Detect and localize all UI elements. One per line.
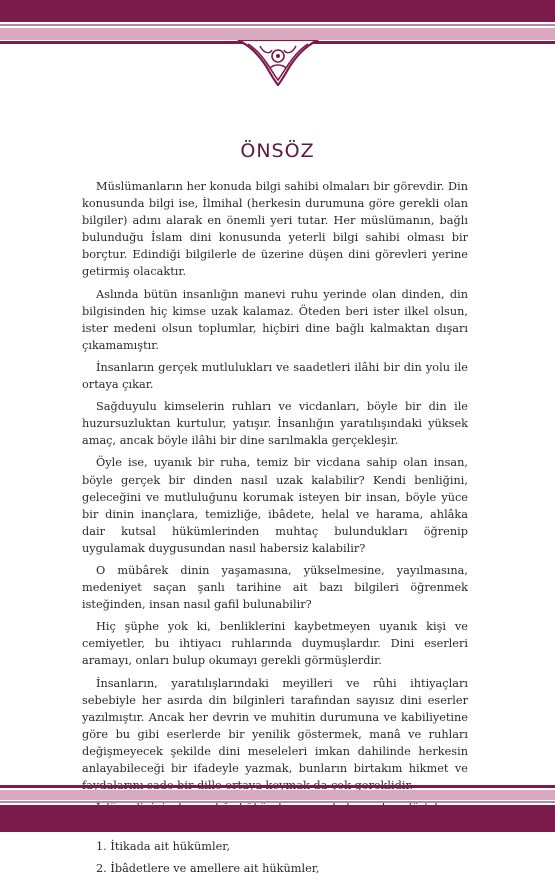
paragraph: Öyle ise, uyanık bir ruha, temiz bir vicdana sahip olan insan, böyle gerçek bir dinden nasıl uzak kalabilir? Kendi benliğini, geleceğini ve mutluluğunu korumak isteyen bir insan, böyle yüce bir dinin inançlara, temizliğe, ibâdete, helal ve harama, ahlâka dair kutsal hükümlerinden muhtaç bulundukları öğrenip uygulamak duygusundan nasıl habersiz kalabilir? (82, 456, 468, 555)
bottom-border-line (0, 785, 555, 788)
page-title: ÖNSÖZ (240, 140, 315, 162)
list-item: 2. İbâdetlere ve amellere ait hükümler, (96, 862, 320, 876)
arabesque-ornament-icon (236, 40, 320, 86)
top-border-band (0, 0, 555, 22)
bottom-border-stripe (0, 790, 555, 800)
paragraph: Sağduyulu kimselerin ruhları ve vicdanları, böyle bir din ile huzursuzluktan kurtulur, yatışır. İnsanlığın yaratılışındaki yüksek amaç, ancak böyle ilâhi bir dine sarılmakla gerçekleşir. (82, 400, 468, 448)
paragraph: Aslında bütün insanlığın manevi ruhu yerinde olan dinden, din bilgisinden hiç kimse uzak kalamaz. Öteden beri ister ilkel olsun, ister medeni olsun toplumlar, hiçbiri dine bağlı kalmaktan dışarı çıkamamıştır. (82, 287, 468, 352)
list-item: 1. İtikada ait hükümler, (96, 840, 231, 854)
paragraph: Hiç şüphe yok ki, benliklerini kaybetmeyen uyanık kişi ve cemiyetler, bu ihtiyacı ruhlarında duymuşlardır. Dini eserleri aramayı, onları bulup okumayı gerekli görmüşlerdir. (82, 620, 468, 668)
bottom-border-band (0, 805, 555, 832)
paragraph: O mübârek dinin yaşamasına, yükselmesine, yayılmasına, medeniyet saçan şanlı tarihine ait bazı bilgileri öğrenmek isteğinden, insan nasıl gafil bulunabilir? (82, 563, 468, 612)
body-text (82, 178, 468, 883)
top-border-stripe (0, 28, 555, 40)
bottom-border-line (0, 801, 555, 803)
paragraph: Müslümanların her konuda bilgi sahibi olmaları bir görevdir. Din konusunda bilgi ise, İlmihal (herkesin durumuna göre gerekli olan bilgiler) adını alarak en önemli yeri tutar. Her müslümanın, bağlı bulunduğu İslam dini konusunda yeterli bilgi sahibi olması bir borçtur. Edindiği bilgilerle de üzerine düşen dini görevleri yerine getirmiş olacaktır. (82, 180, 468, 279)
paragraph: İnsanların gerçek mutlulukları ve saadetleri ilâhi bir din yolu ile ortaya çıkar. (82, 360, 468, 392)
paragraph: İnsanların, yaratılışlarındaki meyilleri ve rûhi ihtiyaçları sebebiyle her asırda din bilginleri tarafından sayısız dini eserler yazılmıştır. Ancak her devrin ve muhitin durumuna ve kabiliyetine göre bu gibi eserlerde bir yenilik göstermek, manâ ve ruhları değişmeyecek şekilde dini meseleleri imkan dahilinde herkesin anlayabileceği bir ifadeyle yazmak, bunların birtakım hikmet ve (82, 676, 468, 775)
top-border-line (0, 24, 555, 26)
